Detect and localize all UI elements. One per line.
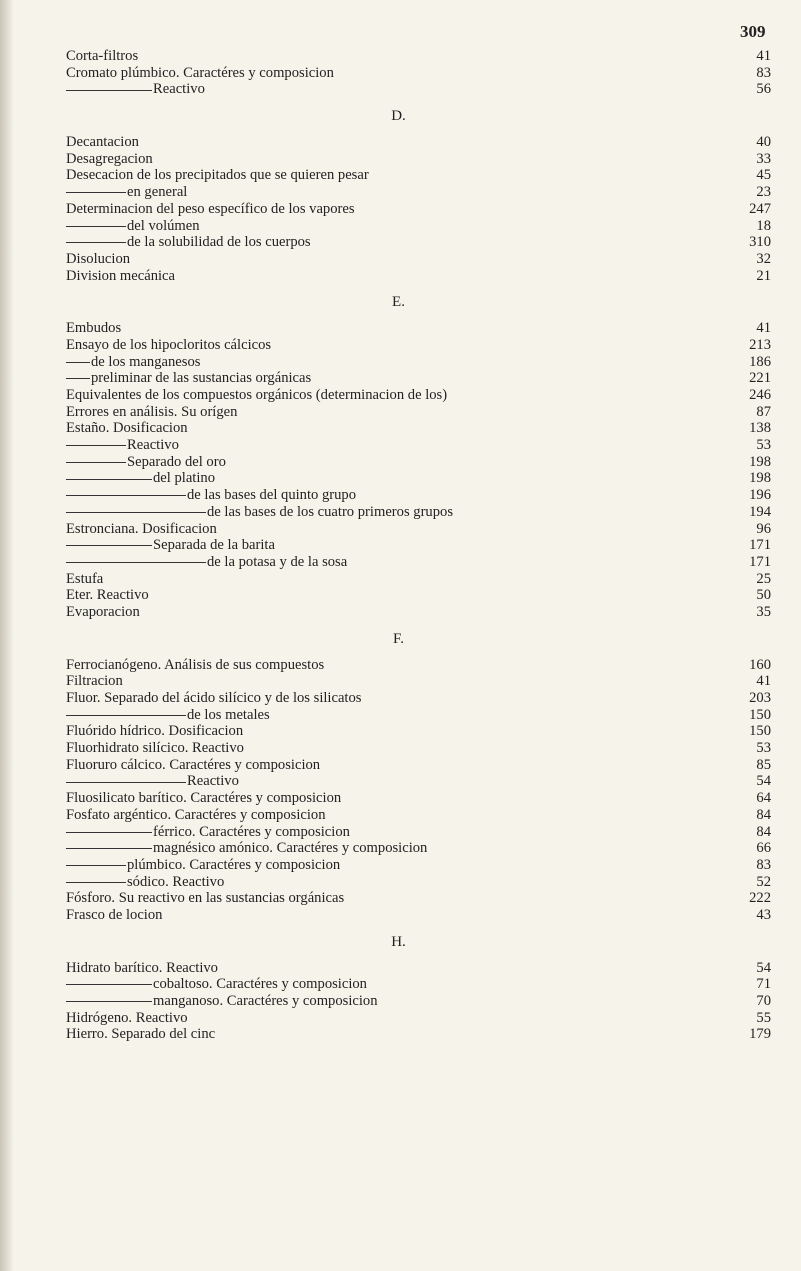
entry-page: 41 xyxy=(756,673,771,690)
index-entry xyxy=(66,151,771,168)
entry-page: 50 xyxy=(756,587,771,604)
entry-page: 33 xyxy=(756,150,771,167)
entry-text: Fosfato argéntico. Caractéres y composicion xyxy=(66,806,326,823)
entry-text: Fluosilicato barítico. Caractéres y composicion xyxy=(66,790,342,807)
index-entry xyxy=(66,470,771,487)
entry-text: Embudos xyxy=(66,320,122,337)
entry-text: Reactivo xyxy=(153,81,205,98)
index-entry xyxy=(66,740,771,757)
entry-page: 54 xyxy=(756,959,771,976)
index-entry xyxy=(66,201,771,218)
ditto-dash xyxy=(66,715,186,716)
ditto-dash xyxy=(66,242,126,243)
entry-text: Reactivo xyxy=(127,437,179,454)
section-heading: E. xyxy=(392,294,405,311)
index-entry xyxy=(66,134,771,151)
index-entry xyxy=(66,504,771,521)
index-entry xyxy=(66,604,771,621)
entry-page: 23 xyxy=(756,184,771,201)
index-entry xyxy=(66,960,771,977)
entry-text: de la solubilidad de los cuerpos xyxy=(127,234,311,251)
index-entry xyxy=(66,857,771,874)
entry-page: 84 xyxy=(756,806,771,823)
index-entry xyxy=(66,571,771,588)
ditto-dash xyxy=(66,832,152,833)
ditto-dash xyxy=(66,782,186,783)
index-entry xyxy=(66,65,771,82)
entry-text: en general xyxy=(127,184,188,201)
entry-text: sódico. Reactivo xyxy=(127,873,225,890)
index-entry xyxy=(66,487,771,504)
entry-page: 83 xyxy=(756,856,771,873)
entry-text: Estufa xyxy=(66,570,104,587)
entry-page: 41 xyxy=(756,48,771,64)
entry-page: 55 xyxy=(756,1009,771,1026)
entry-text: Separada de la barita xyxy=(153,537,275,554)
index-entry xyxy=(66,420,771,437)
entry-page: 66 xyxy=(756,840,771,857)
ditto-dash xyxy=(66,479,152,480)
entry-text: Equivalentes de los compuestos orgánicos (determinacion de los) xyxy=(66,387,448,403)
entry-text: Fluor. Separado del ácido silícico y de los silicatos xyxy=(66,690,362,706)
entry-text: Decantacion xyxy=(66,134,139,151)
index-entry xyxy=(66,840,771,857)
entry-text: Disolucion xyxy=(66,250,131,267)
entry-page: 160 xyxy=(749,656,771,673)
index-entry xyxy=(66,773,771,790)
entry-text: Eter. Reactivo xyxy=(66,587,149,604)
entry-text: preliminar de las sustancias orgánicas xyxy=(91,370,312,387)
entry-page: 53 xyxy=(756,437,771,454)
entry-page: 25 xyxy=(756,570,771,587)
index-entry xyxy=(66,657,771,674)
section-heading: D. xyxy=(391,108,406,125)
index-entry xyxy=(66,454,771,471)
entry-text: Hidrato barítico. Reactivo xyxy=(66,959,218,976)
section-heading: F. xyxy=(393,630,404,647)
index-entry xyxy=(66,251,771,268)
ditto-dash xyxy=(66,90,152,91)
entry-text: Hidrógeno. Reactivo xyxy=(66,1009,188,1026)
entry-text: Cromato plúmbico. Caractéres y composicion xyxy=(66,64,334,81)
entry-page: 85 xyxy=(756,756,771,773)
index-entry xyxy=(66,790,771,807)
ditto-dash xyxy=(66,882,126,883)
entry-page: 221 xyxy=(749,370,771,387)
index-entry xyxy=(66,690,771,707)
ditto-dash xyxy=(66,562,206,563)
ditto-dash xyxy=(66,1001,152,1002)
entry-page: 198 xyxy=(749,470,771,487)
index-entry xyxy=(66,404,771,421)
entry-page: 196 xyxy=(749,487,771,504)
entry-page: 21 xyxy=(756,267,771,284)
index-entry xyxy=(66,387,771,404)
index-list xyxy=(66,48,771,1043)
ditto-dash xyxy=(66,512,206,513)
entry-page: 56 xyxy=(756,81,771,98)
entry-page: 194 xyxy=(749,503,771,520)
index-entry xyxy=(66,874,771,891)
ditto-dash xyxy=(66,865,126,866)
index-entry xyxy=(66,320,771,337)
index-entry xyxy=(66,234,771,251)
entry-text: Estaño. Dosificacion xyxy=(66,420,188,437)
entry-page: 18 xyxy=(756,217,771,234)
entry-page: 53 xyxy=(756,740,771,757)
entry-text: Fluórido hídrico. Dosificacion xyxy=(66,723,244,740)
entry-text: férrico. Caractéres y composicion xyxy=(153,823,350,840)
entry-page: 222 xyxy=(749,890,771,907)
ditto-dash xyxy=(66,192,126,193)
index-entry xyxy=(66,337,771,354)
entry-text: Fluorhidrato silícico. Reactivo xyxy=(66,740,244,757)
entry-page: 43 xyxy=(756,906,771,923)
index-entry xyxy=(66,167,771,184)
page-number: 309 xyxy=(740,22,766,41)
entry-text: Fósforo. Su reactivo en las sustancias orgánicas xyxy=(66,890,345,907)
entry-text: Division mecánica xyxy=(66,267,176,284)
index-entry xyxy=(66,554,771,571)
entry-page: 70 xyxy=(756,993,771,1009)
index-entry xyxy=(66,521,771,538)
entry-page: 40 xyxy=(756,134,771,151)
entry-text: Evaporacion xyxy=(66,603,140,620)
entry-text: de los metales xyxy=(187,706,270,723)
entry-text: Ferrocianógeno. Análisis de sus compuestos xyxy=(66,656,325,673)
entry-page: 179 xyxy=(749,1026,771,1043)
entry-page: 41 xyxy=(756,320,771,337)
ditto-dash xyxy=(66,984,152,985)
entry-text: de las bases de los cuatro primeros grupos xyxy=(207,503,454,520)
page-edge-shadow xyxy=(0,0,14,1271)
entry-page: 71 xyxy=(756,976,771,993)
entry-text: de los manganesos xyxy=(91,353,201,370)
index-entry xyxy=(66,807,771,824)
index-entry xyxy=(66,537,771,554)
entry-text: del volúmen xyxy=(127,217,200,234)
entry-page: 171 xyxy=(749,553,771,570)
entry-text: Separado del oro xyxy=(127,453,226,470)
index-entry xyxy=(66,824,771,841)
entry-page: 54 xyxy=(756,773,771,790)
index-entry xyxy=(66,993,771,1010)
entry-text: de las bases del quinto grupo xyxy=(187,487,357,504)
entry-text: Desagregacion xyxy=(66,150,153,167)
entry-page: 96 xyxy=(756,520,771,537)
entry-page: 186 xyxy=(749,353,771,370)
index-entry xyxy=(66,370,771,387)
index-entry xyxy=(66,48,771,65)
index-entry xyxy=(66,673,771,690)
index-entry xyxy=(66,81,771,98)
entry-text: Ensayo de los hipocloritos cálcicos xyxy=(66,336,272,353)
ditto-dash xyxy=(66,445,126,446)
entry-text: Errores en análisis. Su orígen xyxy=(66,403,238,420)
entry-text: Hierro. Separado del cinc xyxy=(66,1026,216,1043)
index-entry xyxy=(66,976,771,993)
entry-text: Reactivo xyxy=(187,773,239,790)
index-entry xyxy=(66,437,771,454)
index-entry xyxy=(66,1010,771,1027)
entry-text: manganoso. Caractéres y composicion xyxy=(153,993,378,1009)
index-entry xyxy=(66,757,771,774)
entry-text: Desecacion de los precipitados que se quieren pesar xyxy=(66,167,369,184)
entry-page: 35 xyxy=(756,603,771,620)
entry-page: 150 xyxy=(749,723,771,740)
entry-page: 84 xyxy=(756,823,771,840)
entry-page: 138 xyxy=(749,420,771,437)
entry-text: Frasco de locion xyxy=(66,906,163,923)
entry-page: 310 xyxy=(749,234,771,251)
index-entry xyxy=(66,723,771,740)
ditto-dash xyxy=(66,848,152,849)
entry-text: Corta-filtros xyxy=(66,48,139,64)
ditto-dash xyxy=(66,362,90,363)
ditto-dash xyxy=(66,462,126,463)
entry-page: 64 xyxy=(756,790,771,807)
entry-page: 45 xyxy=(756,167,771,184)
entry-page: 32 xyxy=(756,250,771,267)
entry-page: 213 xyxy=(749,336,771,353)
entry-text: Estronciana. Dosificacion xyxy=(66,520,217,537)
entry-text: cobaltoso. Caractéres y composicion xyxy=(153,976,367,993)
index-entry xyxy=(66,354,771,371)
index-entry xyxy=(66,890,771,907)
entry-page: 87 xyxy=(756,403,771,420)
entry-text: magnésico amónico. Caractéres y composicion xyxy=(153,840,428,857)
ditto-dash xyxy=(66,495,186,496)
section-heading: H. xyxy=(391,933,406,950)
entry-page: 83 xyxy=(756,64,771,81)
entry-page: 198 xyxy=(749,453,771,470)
index-entry xyxy=(66,707,771,724)
entry-page: 52 xyxy=(756,873,771,890)
index-entry xyxy=(66,1026,771,1043)
index-entry xyxy=(66,218,771,235)
entry-text: Filtracion xyxy=(66,673,123,690)
entry-text: Fluoruro cálcico. Caractéres y composicion xyxy=(66,756,321,773)
entry-page: 171 xyxy=(749,537,771,554)
entry-page: 203 xyxy=(749,690,771,706)
entry-page: 246 xyxy=(749,387,771,403)
ditto-dash xyxy=(66,545,152,546)
ditto-dash xyxy=(66,378,90,379)
index-entry xyxy=(66,184,771,201)
entry-page: 247 xyxy=(749,200,771,217)
index-entry xyxy=(66,907,771,924)
index-entry xyxy=(66,587,771,604)
index-entry xyxy=(66,268,771,285)
entry-page: 150 xyxy=(749,706,771,723)
ditto-dash xyxy=(66,226,126,227)
entry-text: Determinacion del peso específico de los vapores xyxy=(66,200,355,217)
entry-text: de la potasa y de la sosa xyxy=(207,553,348,570)
entry-text: plúmbico. Caractéres y composicion xyxy=(127,856,341,873)
entry-text: del platino xyxy=(153,470,216,487)
